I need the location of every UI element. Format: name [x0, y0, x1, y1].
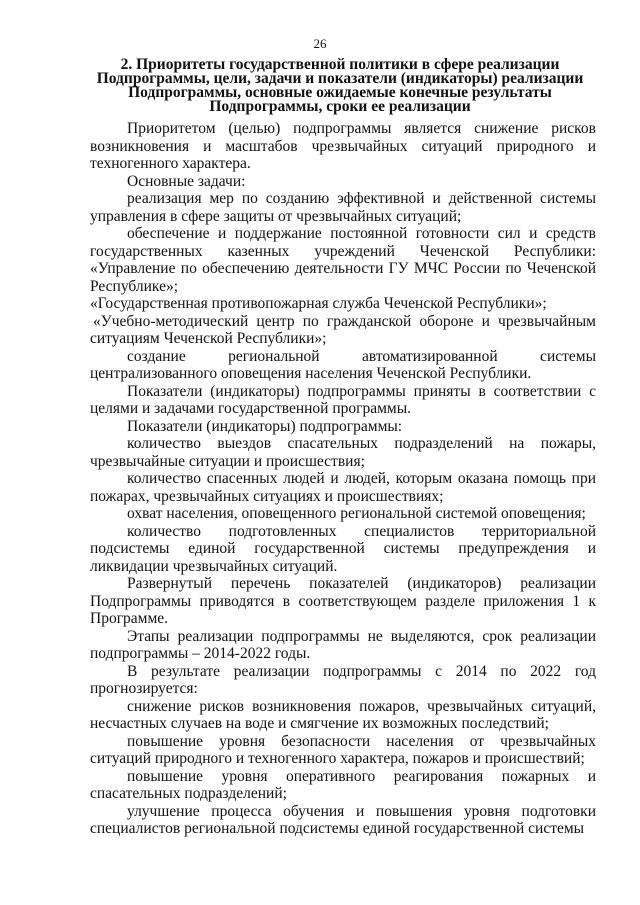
paragraph: Основные задачи: [127, 172, 246, 190]
paragraph: повышение уровня безопасности населения от чрезвычайных ситуаций природного и техногенного характера, пожаров и происшествий; [90, 732, 596, 767]
paragraph: реализация мер по созданию эффективной и действенной системы управления в сфере защиты от чрезвычайных ситуаций; [90, 190, 596, 225]
paragraph: количество выездов спасательных подразделений на пожары, чрезвычайные ситуации и происшествия; [90, 435, 596, 470]
paragraph: Приоритетом (целью) подпрограммы является снижение рисков возникновения и масштабов чрезвычайных ситуаций природного и техногенного характера. [90, 120, 596, 172]
paragraph: количество спасенных людей и людей, которым оказана помощь при пожарах, чрезвычайных ситуациях и происшествиях; [90, 470, 596, 505]
paragraph: Показатели (индикаторы) подпрограммы: [127, 417, 403, 435]
page-number: 26 [313, 36, 327, 51]
section-heading [90, 58, 590, 114]
heading-line: Подпрограммы, основные ожидаемые конечные результаты [128, 84, 552, 101]
paragraph: «Государственная противопожарная служба Чеченской Республики»; [90, 295, 547, 312]
paragraph: обеспечение и поддержание постоянной готовности сил и средств государственных казенных учреждений Чеченской Республики: «Управление по обеспечению деятельности ГУ МЧС России по Чеченской Республике»; [90, 225, 596, 295]
paragraph: «Учебно-методический центр по гражданской обороне и чрезвычайным ситуациям Чеченской Республики»; [90, 312, 596, 347]
paragraph: охват населения, оповещенного региональной системой оповещения; [127, 505, 586, 522]
paragraph: количество подготовленных специалистов территориальной подсистемы единой государственной системы предупреждения и ликвидации чрезвычайных ситуаций. [90, 522, 596, 575]
paragraph: повышение уровня оперативного реагирования пожарных и спасательных подразделений; [90, 767, 596, 802]
paragraph: В результате реализации подпрограммы с 2014 по 2022 год прогнозируется: [90, 662, 596, 697]
heading-line: Подпрограммы, сроки ее реализации [209, 98, 471, 115]
heading-line: 2. Приоритеты государственной политики в сфере реализации [120, 56, 560, 73]
document-body [90, 120, 596, 838]
paragraph: улучшение процесса обучения и повышения уровня подготовки специалистов региональной подсистемы единой государственной системы [90, 802, 596, 837]
heading-line: Подпрограммы, цели, задачи и показатели (индикаторы) реализации [96, 70, 584, 87]
paragraph: снижение рисков возникновения пожаров, чрезвычайных ситуаций, несчастных случаев на воде и смягчение их возможных последствий; [90, 697, 596, 732]
paragraph: Развернутый перечень показателей (индикаторов) реализации Подпрограммы приводятся в соответствующем разделе приложения 1 к Программе. [90, 575, 596, 627]
paragraph: Этапы реализации подпрограммы не выделяются, срок реализации подпрограммы – 2014-2022 годы. [90, 627, 596, 662]
paragraph: Показатели (индикаторы) подпрограммы приняты в соответствии с целями и задачами государственной программы. [90, 382, 596, 417]
paragraph: создание региональной автоматизированной системы централизованного оповещения населения Чеченской Республики. [90, 347, 596, 382]
